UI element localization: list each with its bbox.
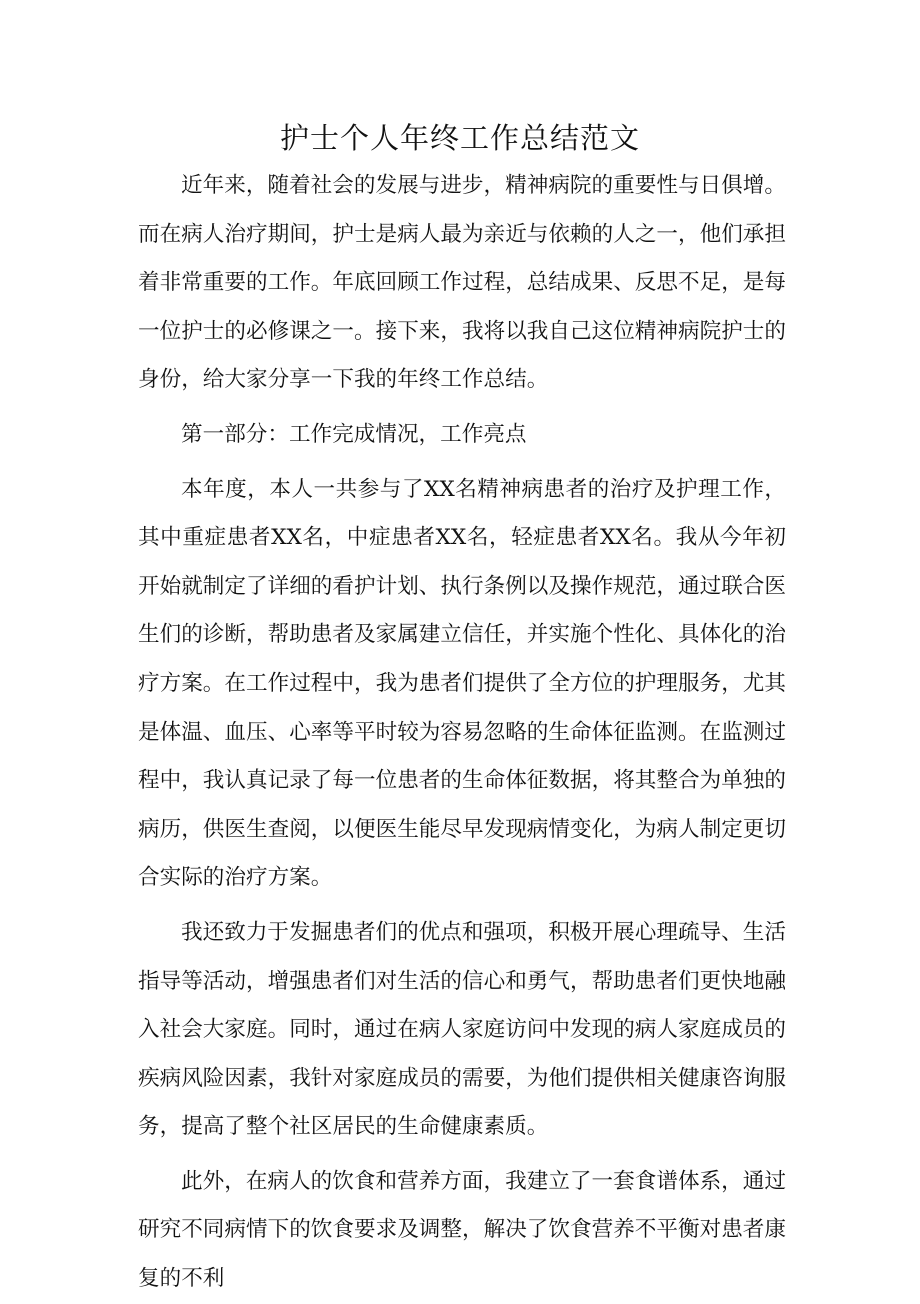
section-heading-part-one: 第一部分：工作完成情况，工作亮点 [181, 421, 527, 447]
paragraph-work-summary: 本年度，本人一共参与了XX名精神病患者的治疗及护理工作，其中重症患者XX名，中症患者XX名，轻症患者XX名。我从今年初开始就制定了详细的看护计划、执行条例以及操作规范，通过联合医生们的诊断，帮助患者及家属建立信任，并实施个性化、具体化的治疗方案。在工作过程中，我为患者们提供了全方位的护理服务，尤其是体温、血压、心率等平时较为容易忽略的生命体征监测。在监测过程中，我认真记录了每一位患者的生命体征数据，将其整合为单独的病历，供医生查阅，以便医生能尽早发现病情变化，为病人制定更切合实际的治疗方案。 [138, 476, 786, 891]
document-title: 护士个人年终工作总结范文 [279, 121, 640, 155]
document-body [138, 162, 786, 1304]
paragraph-intro: 近年来，随着社会的发展与进步，精神病院的重要性与日俱增。而在病人治疗期间，护士是病人最为亲近与依赖的人之一，他们承担着非常重要的工作。年底回顾工作过程，总结成果、反思不足，是每一位护士的必修课之一。接下来，我将以我自己这位精神病院护士的身份，给大家分享一下我的年终工作总结。 [138, 173, 786, 393]
paragraph-psychological-support: 我还致力于发掘患者们的优点和强项，积极开展心理疏导、生活指导等活动，增强患者们对生活的信心和勇气，帮助患者们更快地融入社会大家庭。同时，通过在病人家庭访问中发现的病人家庭成员的疾病风险因素，我针对家庭成员的需要，为他们提供相关健康咨询服务，提高了整个社区居民的生命健康素质。 [138, 919, 786, 1140]
paragraph-diet-nutrition: 此外，在病人的饮食和营养方面，我建立了一套食谱体系，通过研究不同病情下的饮食要求及调整，解决了饮食营养不平衡对患者康复的不利 [138, 1168, 786, 1292]
